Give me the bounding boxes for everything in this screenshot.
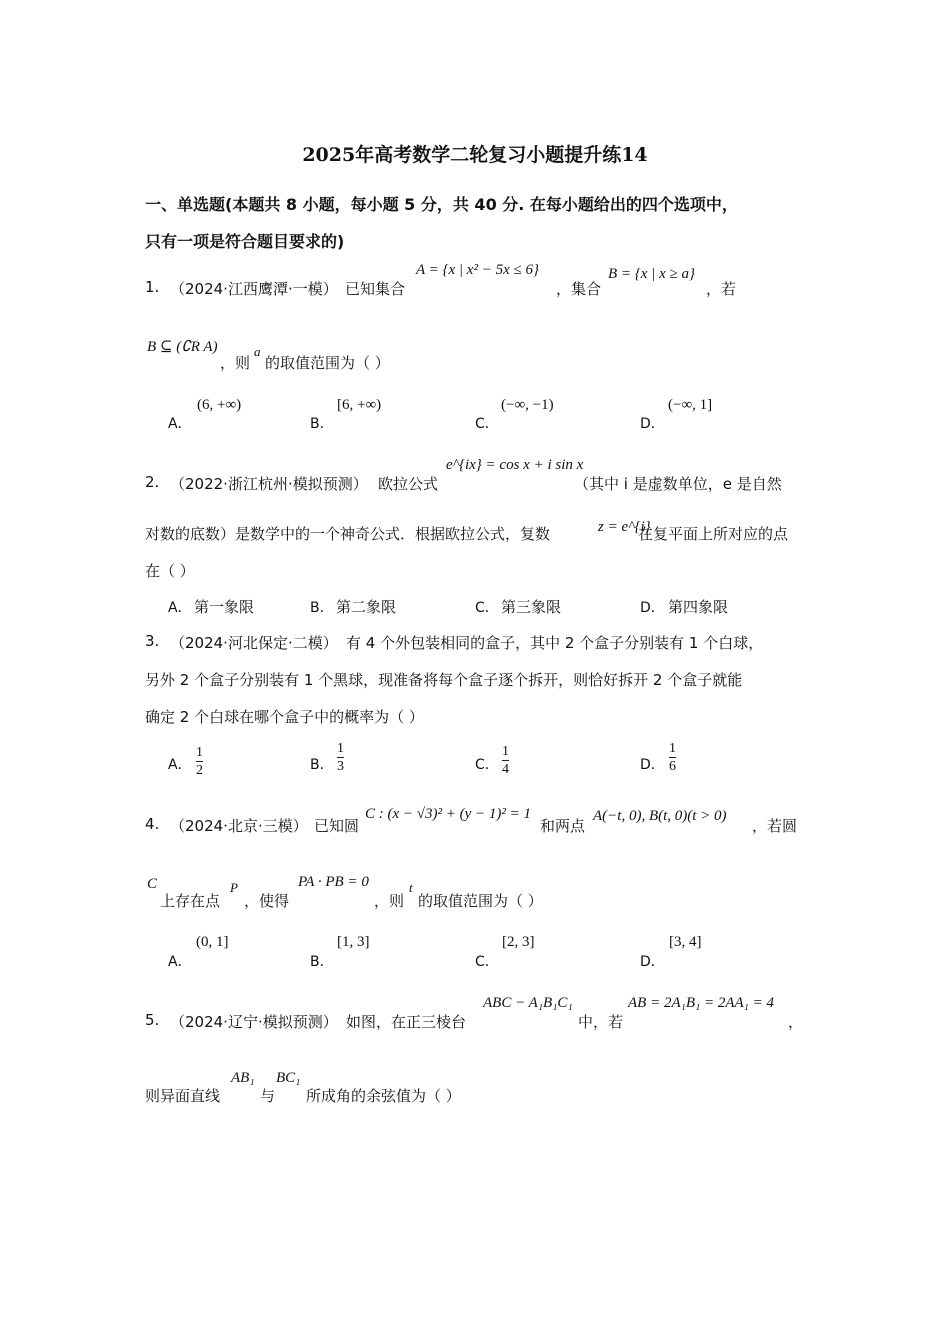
math-set-b: B = {x | x ≥ a}	[608, 266, 695, 282]
math-frustum: ABC − A₁B₁C₁	[483, 995, 573, 1011]
question-number: 4.	[145, 815, 160, 833]
question-number: 2.	[145, 473, 160, 491]
question-text: 上存在点	[160, 892, 221, 910]
question-text: （其中 i 是虚数单位，e 是自然	[574, 475, 782, 493]
question-text: 确定 2 个白球在哪个盒子中的概率为（ ）	[145, 708, 424, 726]
math-var: t	[409, 880, 413, 895]
option-label: C．	[475, 600, 499, 616]
question-text: 和两点	[540, 817, 586, 835]
option-math: [3, 4]	[669, 934, 702, 950]
option-math: [1, 3]	[337, 934, 370, 950]
fraction-numerator: 1	[669, 741, 676, 756]
fraction-denominator: 3	[337, 759, 344, 774]
question-number: 3.	[145, 632, 160, 650]
question-text: 有 4 个外包装相同的盒子，其中 2 个盒子分别装有 1 个白球，	[346, 634, 764, 652]
question-text: 在复平面上所对应的点	[638, 525, 789, 543]
math-complex: z = e^{i}	[598, 519, 651, 535]
question-text: 则异面直线	[145, 1087, 221, 1105]
option-label: D．	[640, 954, 665, 970]
fraction-numerator: 1	[337, 741, 344, 756]
option-text: 第一象限	[194, 598, 255, 616]
question-number: 1.	[145, 278, 160, 296]
page-title: 2025年高考数学二轮复习小题提升练14	[302, 144, 648, 166]
fraction-denominator: 2	[196, 763, 203, 778]
question-text: 已知圆	[314, 817, 360, 835]
question-text: 中，若	[578, 1013, 624, 1031]
fraction-numerator: 1	[502, 744, 509, 759]
option-math: (6, +∞)	[197, 397, 242, 413]
option-math: (−∞, 1]	[668, 397, 713, 413]
option-label: B．	[310, 757, 334, 773]
math-segment: BC₁	[276, 1070, 301, 1086]
question-text: 已知集合	[345, 280, 406, 298]
option-math: (0, 1]	[196, 934, 229, 950]
option-label: A．	[168, 757, 192, 773]
option-text: 第四象限	[668, 598, 729, 616]
option-label: B．	[310, 954, 334, 970]
option-label: D．	[640, 416, 665, 432]
question-text: ，	[788, 1013, 804, 1031]
question-number: 5.	[145, 1011, 160, 1029]
option-fraction	[196, 744, 203, 779]
question-text: ，集合	[556, 280, 602, 298]
option-text: 第二象限	[336, 598, 397, 616]
question-text: 欧拉公式	[378, 475, 439, 493]
math-segment: AB₁	[231, 1070, 255, 1086]
option-label: D．	[640, 600, 665, 616]
math-var: C	[147, 876, 158, 892]
section-heading-line1: 一、单选题(本题共 8 小题，每小题 5 分，共 40 分. 在每小题给出的四个选项中，	[145, 195, 738, 214]
option-label: A．	[168, 600, 192, 616]
option-math: [2, 3]	[502, 934, 535, 950]
option-label: B．	[310, 600, 334, 616]
option-label: B．	[310, 416, 334, 432]
option-label: C．	[475, 954, 499, 970]
question-source: （2024·北京·三模）	[170, 817, 308, 835]
option-text: 第三象限	[501, 598, 562, 616]
math-circle-equation: C : (x − √3)² + (y − 1)² = 1	[365, 806, 532, 822]
option-fraction	[502, 743, 509, 778]
question-text: ，则	[220, 354, 251, 372]
fraction-denominator: 6	[669, 759, 676, 774]
math-dot-product: PA · PB = 0	[298, 874, 369, 890]
question-text: 另外 2 个盒子分别装有 1 个黑球，现准备将每个盒子逐个拆开，则恰好拆开 2 个盒子就能	[145, 671, 743, 689]
option-label: A．	[168, 954, 192, 970]
section-heading-line2: 只有一项是符合题目要求的)	[145, 232, 345, 251]
fraction-denominator: 4	[502, 762, 509, 777]
option-label: D．	[640, 757, 665, 773]
math-subset: B ⊆ (∁R A)	[147, 339, 218, 355]
question-text: 的取值范围为（ ）	[265, 354, 390, 372]
question-text: 如图，在正三棱台	[346, 1013, 467, 1031]
question-text: 的取值范围为（ ）	[418, 892, 543, 910]
question-text: ，若	[706, 280, 737, 298]
question-text: ，使得	[244, 892, 290, 910]
fraction-numerator: 1	[196, 745, 203, 760]
question-text: 在（ ）	[145, 562, 195, 580]
math-var: a	[254, 344, 261, 359]
math-euler-formula: e^{ix} = cos x + i sin x	[446, 457, 584, 473]
question-source: （2024·河北保定·二模）	[170, 634, 338, 652]
question-text: 所成角的余弦值为（ ）	[306, 1087, 461, 1105]
math-set-a: A = {x | x² − 5x ≤ 6}	[416, 262, 539, 278]
question-source: （2024·辽宁·模拟预测）	[170, 1013, 338, 1031]
option-label: A．	[168, 416, 192, 432]
option-math: [6, +∞)	[337, 397, 382, 413]
option-fraction	[669, 740, 676, 775]
question-source: （2024·江西鹰潭·一模）	[170, 280, 338, 298]
option-math: (−∞, −1)	[501, 397, 554, 413]
math-var: P	[230, 880, 238, 895]
math-points: A(−t, 0), B(t, 0)(t > 0)	[593, 808, 727, 824]
question-text: ，则	[374, 892, 405, 910]
option-label: C．	[475, 757, 499, 773]
question-text: 对数的底数）是数学中的一个神奇公式．根据欧拉公式，复数	[145, 525, 551, 543]
option-fraction	[337, 740, 344, 775]
question-text: 与	[260, 1087, 276, 1105]
option-label: C．	[475, 416, 499, 432]
question-text: ，若圆	[752, 817, 798, 835]
question-source: （2022·浙江杭州·模拟预测）	[170, 475, 368, 493]
math-lengths: AB = 2A₁B₁ = 2AA₁ = 4	[628, 995, 774, 1011]
